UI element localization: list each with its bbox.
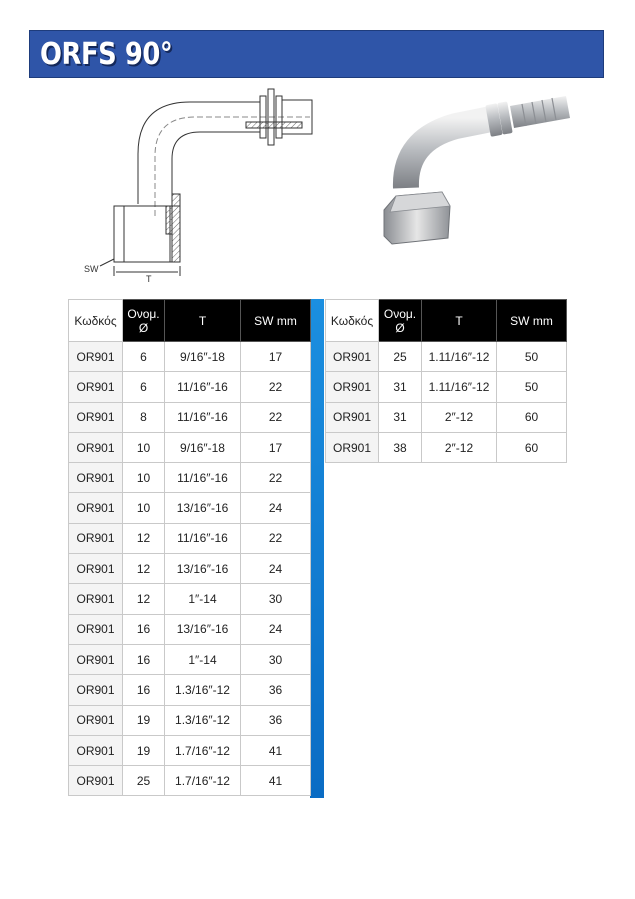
cell-sw: 60 [497, 432, 567, 462]
cell-thread: 11/16″-16 [165, 523, 241, 553]
cell-nominal-diameter: 38 [379, 432, 422, 462]
cell-thread: 1″-14 [165, 584, 241, 614]
header-sw: SW mm [241, 300, 311, 342]
table-row [326, 372, 567, 402]
table-row [69, 766, 311, 796]
header-thread: T [165, 300, 241, 342]
cell-sw: 22 [241, 372, 311, 402]
cell-thread: 9/16″-18 [165, 432, 241, 462]
cell-nominal-diameter: 16 [123, 644, 165, 674]
cell-thread: 1.11/16″-12 [422, 372, 497, 402]
table-row [69, 432, 311, 462]
table-row [69, 675, 311, 705]
cell-nominal-diameter: 19 [123, 735, 165, 765]
table-header-row [69, 300, 311, 342]
cell-thread: 1.3/16″-12 [165, 675, 241, 705]
cell-sw: 30 [241, 644, 311, 674]
spec-table-right [325, 299, 567, 463]
cell-code: OR901 [69, 402, 123, 432]
cell-thread: 1.7/16″-12 [165, 735, 241, 765]
cell-thread: 9/16″-18 [165, 342, 241, 372]
table-row [69, 705, 311, 735]
header-nominal: Ονομ. Ø [379, 300, 422, 342]
table-row [69, 735, 311, 765]
cell-thread: 2″-12 [422, 402, 497, 432]
cell-sw: 36 [241, 675, 311, 705]
table-row [69, 372, 311, 402]
cell-sw: 24 [241, 554, 311, 584]
cell-thread: 1″-14 [165, 644, 241, 674]
table-row [69, 463, 311, 493]
cell-thread: 13/16″-16 [165, 614, 241, 644]
cell-code: OR901 [69, 432, 123, 462]
cell-sw: 50 [497, 342, 567, 372]
cell-code: OR901 [69, 342, 123, 372]
cell-sw: 17 [241, 432, 311, 462]
cell-thread: 13/16″-16 [165, 493, 241, 523]
cell-sw: 30 [241, 584, 311, 614]
cell-sw: 60 [497, 402, 567, 432]
table-row [69, 342, 311, 372]
table-row [326, 402, 567, 432]
cell-code: OR901 [69, 523, 123, 553]
cell-code: OR901 [69, 735, 123, 765]
cell-thread: 13/16″-16 [165, 554, 241, 584]
page-title: ORFS 90° [40, 37, 173, 72]
cell-sw: 22 [241, 463, 311, 493]
cell-nominal-diameter: 19 [123, 705, 165, 735]
spec-table-left [68, 299, 311, 796]
cell-nominal-diameter: 8 [123, 402, 165, 432]
cell-code: OR901 [69, 554, 123, 584]
table-row [326, 432, 567, 462]
cell-code: OR901 [69, 766, 123, 796]
cell-nominal-diameter: 31 [379, 402, 422, 432]
table-row [69, 584, 311, 614]
table-row [69, 614, 311, 644]
cell-thread: 11/16″-16 [165, 463, 241, 493]
cell-nominal-diameter: 6 [123, 342, 165, 372]
cell-sw: 24 [241, 614, 311, 644]
cell-nominal-diameter: 16 [123, 675, 165, 705]
table-row [69, 554, 311, 584]
cell-sw: 17 [241, 342, 311, 372]
cell-code: OR901 [69, 584, 123, 614]
header-code: Κωδκός [326, 300, 379, 342]
cell-code: OR901 [326, 432, 379, 462]
header-thread: T [422, 300, 497, 342]
cell-sw: 41 [241, 735, 311, 765]
table-row [69, 523, 311, 553]
cell-code: OR901 [69, 493, 123, 523]
header-code: Κωδκός [69, 300, 123, 342]
cell-nominal-diameter: 10 [123, 463, 165, 493]
cell-thread: 2″-12 [422, 432, 497, 462]
cell-sw: 22 [241, 523, 311, 553]
table-header-row [326, 300, 567, 342]
sw-label: SW [84, 264, 99, 274]
cell-code: OR901 [326, 342, 379, 372]
technical-drawing [80, 84, 320, 284]
table-row [69, 493, 311, 523]
cell-sw: 22 [241, 402, 311, 432]
cell-nominal-diameter: 6 [123, 372, 165, 402]
cell-code: OR901 [69, 705, 123, 735]
cell-sw: 41 [241, 766, 311, 796]
cell-code: OR901 [326, 372, 379, 402]
cell-thread: 1.7/16″-12 [165, 766, 241, 796]
cell-thread: 11/16″-16 [165, 372, 241, 402]
cell-code: OR901 [69, 675, 123, 705]
cell-thread: 1.11/16″-12 [422, 342, 497, 372]
cell-code: OR901 [69, 614, 123, 644]
cell-thread: 11/16″-16 [165, 402, 241, 432]
header-nominal: Ονομ. Ø [123, 300, 165, 342]
cell-nominal-diameter: 12 [123, 554, 165, 584]
cell-nominal-diameter: 12 [123, 523, 165, 553]
cell-sw: 24 [241, 493, 311, 523]
cell-code: OR901 [326, 402, 379, 432]
cell-nominal-diameter: 10 [123, 493, 165, 523]
table-row [326, 342, 567, 372]
cell-nominal-diameter: 25 [379, 342, 422, 372]
title-banner [29, 30, 604, 78]
cell-sw: 36 [241, 705, 311, 735]
cell-thread: 1.3/16″-12 [165, 705, 241, 735]
cell-nominal-diameter: 31 [379, 372, 422, 402]
t-label: T [146, 274, 152, 284]
cell-nominal-diameter: 16 [123, 614, 165, 644]
cell-sw: 50 [497, 372, 567, 402]
column-separator-bar [310, 299, 324, 798]
cell-code: OR901 [69, 372, 123, 402]
cell-nominal-diameter: 12 [123, 584, 165, 614]
table-row [69, 402, 311, 432]
table-row [69, 644, 311, 674]
cell-code: OR901 [69, 644, 123, 674]
cell-code: OR901 [69, 463, 123, 493]
header-sw: SW mm [497, 300, 567, 342]
cell-nominal-diameter: 25 [123, 766, 165, 796]
product-photo [376, 88, 576, 258]
cell-nominal-diameter: 10 [123, 432, 165, 462]
